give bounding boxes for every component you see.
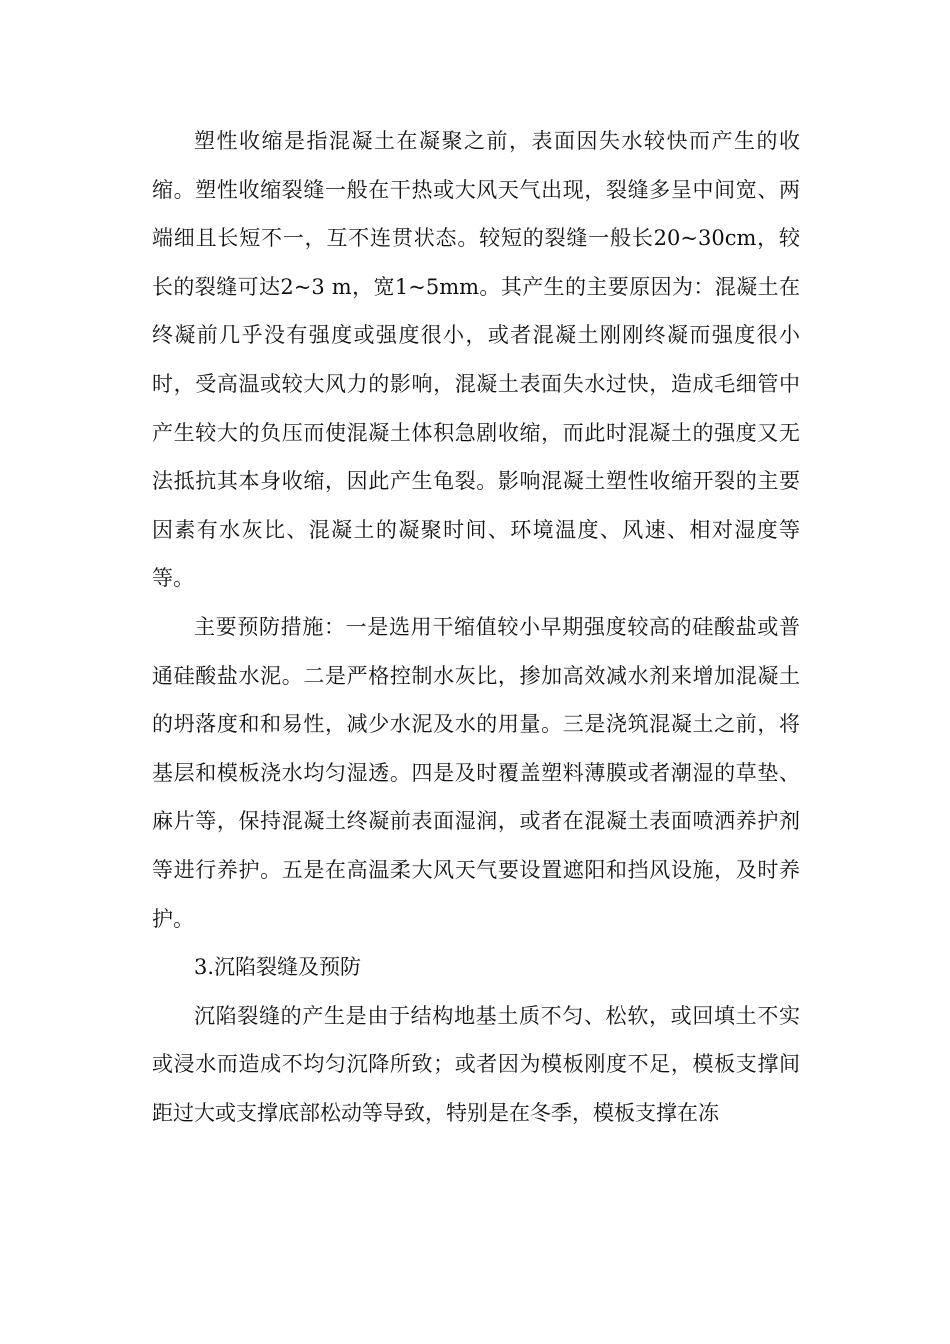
document-body: [152, 117, 800, 1137]
paragraph-settlement-cracks: 沉陷裂缝的产生是由于结构地基土质不匀、松软，或回填土不实或浸水而造成不均匀沉降所致；或者因为模板刚度不足，模板支撑间距过大或支撑底部松动等导致，特别是在冬季，模板支撑在冻: [152, 1003, 800, 1125]
paragraph-plastic-shrinkage: 塑性收缩是指混凝土在凝聚之前，表面因失水较快而产生的收缩。塑性收缩裂缝一般在干热或大风天气出现，裂缝多呈中间宽、两端细且长短不一，互不连贯状态。较短的裂缝一般长20~30cm，较长的裂缝可达2~3 m，宽1~5mm。其产生的主要原因为：混凝土在终凝前几乎没有强度或强度很小，或者混凝土刚刚终凝而强度很小时，受高温或较大风力的影响，混凝土表面失水过快，造成毛细管中产生较大的负压而使混凝土体积急剧收缩，而此时混凝土的强度又无法抵抗其本身收缩，因此产生龟裂。影响混凝土塑性收缩开裂的主要因素有水灰比、混凝土的凝聚时间、环境温度、风速、相对湿度等等。: [152, 129, 800, 591]
paragraph-prevention-measures: 主要预防措施：一是选用干缩值较小早期强度较高的硅酸盐或普通硅酸盐水泥。二是严格控制水灰比，掺加高效减水剂来增加混凝土的坍落度和和易性，减少水泥及水的用量。三是浇筑混凝土之前，将基层和模板浇水均匀湿透。四是及时覆盖塑料薄膜或者潮湿的草垫、麻片等，保持混凝土终凝前表面湿润，或者在混凝土表面喷洒养护剂等进行养护。五是在高温柔大风天气要设置遮阳和挡风设施，及时养护。: [152, 614, 800, 931]
section-heading: 3.沉陷裂缝及预防: [194, 955, 362, 980]
